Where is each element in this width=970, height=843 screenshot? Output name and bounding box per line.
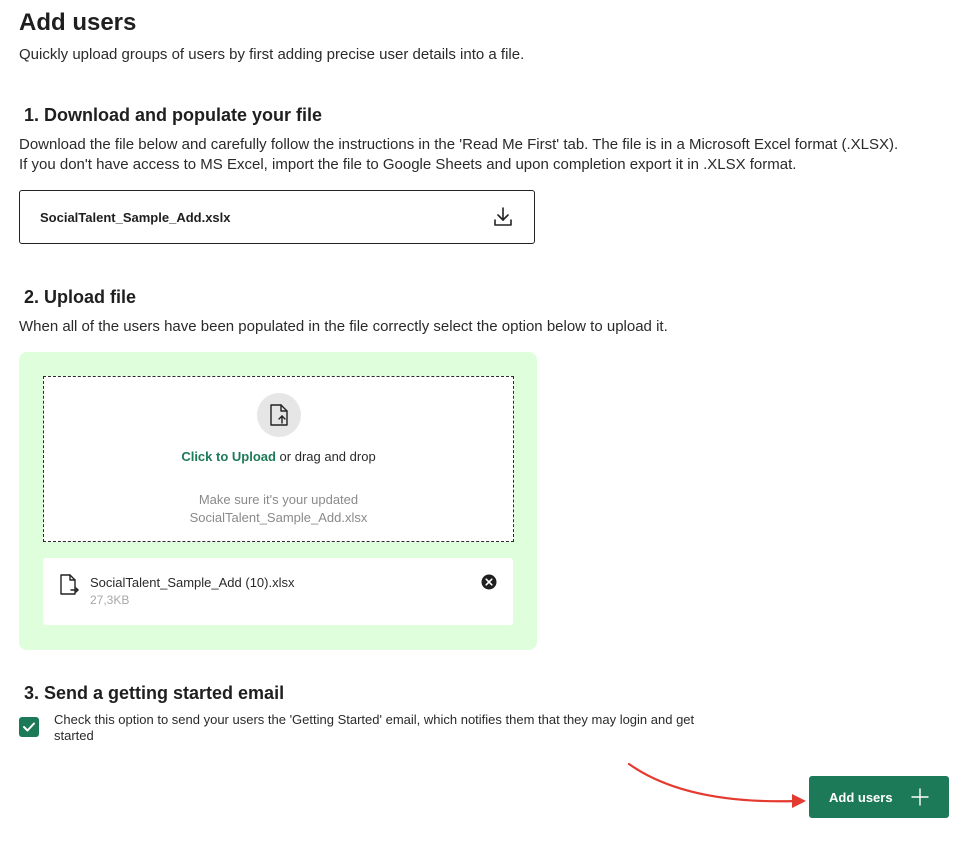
step3-heading: 3. Send a getting started email: [24, 683, 285, 703]
download-file-name: SocialTalent_Sample_Add.xslx: [40, 209, 231, 225]
uploaded-file-size: 27,3KB: [90, 593, 130, 607]
upload-instruction: [44, 449, 513, 465]
step1-heading: 1. Download and populate your file: [24, 105, 323, 125]
download-file-button[interactable]: [19, 190, 535, 244]
page-subtitle: Quickly upload groups of users by first adding precise user details into a file.: [19, 46, 525, 63]
upload-hint-line1: Make sure it's your updated: [198, 492, 359, 507]
upload-panel: [19, 352, 537, 650]
close-circle-icon[interactable]: [481, 574, 497, 590]
step1-description-line1: Download the file below and carefully follow the instructions in the 'Read Me First' tab. The file is in a Microsoft Excel format (.XLSX).: [19, 136, 899, 153]
step2-heading: 2. Upload file: [24, 287, 137, 307]
step1-description-line2: If you don't have access to MS Excel, import the file to Google Sheets and upon completion export it in .XLSX format.: [19, 156, 797, 173]
plus-icon: [911, 788, 929, 806]
file-icon: [59, 574, 79, 596]
send-email-checkbox[interactable]: [19, 717, 39, 737]
uploaded-file-card: [43, 558, 513, 625]
page-title: Add users: [19, 9, 137, 36]
step2-description: When all of the users have been populated in the file correctly select the option below to upload it.: [19, 318, 668, 335]
annotation-arrow-icon: [620, 755, 810, 815]
download-icon: [492, 206, 514, 228]
upload-hint-line2: SocialTalent_Sample_Add.xlsx: [189, 510, 368, 525]
drag-and-drop-text: or drag and drop: [275, 449, 376, 464]
click-to-upload-link[interactable]: Click to Upload: [181, 449, 276, 464]
upload-dropzone[interactable]: [43, 376, 514, 542]
uploaded-file-name: SocialTalent_Sample_Add (10).xlsx: [90, 575, 295, 590]
file-upload-icon: [257, 393, 301, 437]
send-email-label: Check this option to send your users the 'Getting Started' email, which notifies them that they may login and get started: [54, 712, 695, 743]
checkmark-icon: [22, 721, 36, 733]
add-users-label: Add users: [829, 789, 893, 805]
add-users-button[interactable]: [809, 776, 949, 818]
upload-hint: [44, 491, 513, 527]
